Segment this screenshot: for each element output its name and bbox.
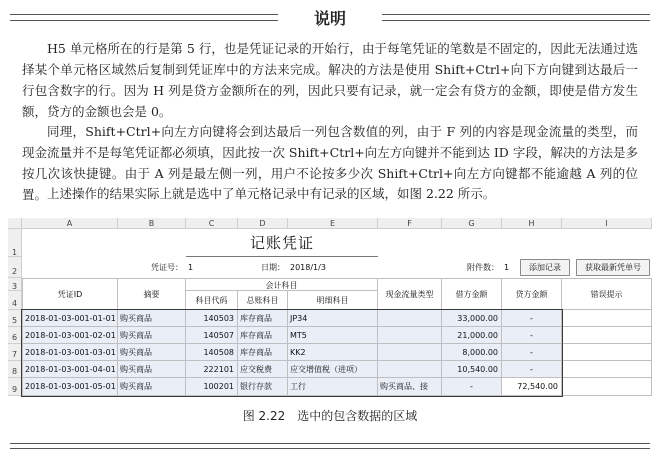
voucher-title: 记账凭证 <box>186 229 378 257</box>
row-2-summary[interactable]: 购买商品 <box>118 327 186 344</box>
col-header-c[interactable]: C <box>186 218 238 229</box>
section-title: 说明 <box>313 9 346 28</box>
attachment-label: 附件数： <box>467 263 499 272</box>
row-2-credit[interactable]: - <box>502 327 562 344</box>
footer-rule <box>10 443 650 449</box>
header-account-code: 科目代码 <box>186 291 238 310</box>
header-rule-left <box>10 14 278 21</box>
row-1-code[interactable]: 140503 <box>186 310 238 327</box>
row-3-voucher-id[interactable]: 2018-01-03-001-03-01 <box>22 344 118 361</box>
row-4-credit[interactable]: - <box>502 361 562 378</box>
row-3-general[interactable]: 库存商品 <box>238 344 288 361</box>
header-voucher-id: 凭证ID <box>22 278 118 310</box>
row-5-credit[interactable]: 72,540.00 <box>502 378 562 396</box>
row-5-error[interactable] <box>562 378 652 396</box>
header-summary: 摘要 <box>118 278 186 310</box>
header-debit-amount: 借方金额 <box>442 278 502 310</box>
voucher-no-value[interactable]: 1 <box>188 263 194 272</box>
row-3-code[interactable]: 140508 <box>186 344 238 361</box>
row-4-voucher-id[interactable]: 2018-01-03-001-04-01 <box>22 361 118 378</box>
row-4-detail[interactable]: 应交增值税（进项） <box>288 361 378 378</box>
row-3-debit[interactable]: 8,000.00 <box>442 344 502 361</box>
row-4-debit[interactable]: 10,540.00 <box>442 361 502 378</box>
col-header-a[interactable]: A <box>22 218 118 229</box>
row-5-detail[interactable]: 工行 <box>288 378 378 396</box>
row-2-general[interactable]: 库存商品 <box>238 327 288 344</box>
row-5-summary[interactable]: 购买商品 <box>118 378 186 396</box>
row-header-8[interactable]: 8 <box>8 361 22 378</box>
row-2-error[interactable] <box>562 327 652 344</box>
col-header-h[interactable]: H <box>502 218 562 229</box>
row-header-2[interactable]: 2 <box>8 257 22 278</box>
date-label: 日期： <box>261 263 285 272</box>
paragraph-3: 上述操作的结果实际上就是选中了单元格记录中有记录的区域，如图 2.22 所示。 <box>47 186 496 201</box>
row-header-5[interactable]: 5 <box>8 310 22 327</box>
row-3-error[interactable] <box>562 344 652 361</box>
row-1-cashflow[interactable] <box>378 310 442 327</box>
row-1-summary[interactable]: 购买商品 <box>118 310 186 327</box>
row-3-credit[interactable]: - <box>502 344 562 361</box>
row-5-cashflow[interactable]: 购买商品、接 <box>378 378 442 396</box>
row-4-error[interactable] <box>562 361 652 378</box>
row-1-voucher-id[interactable]: 2018-01-03-001-01-01 <box>22 310 118 327</box>
col-header-b[interactable]: B <box>118 218 186 229</box>
row-2-debit[interactable]: 21,000.00 <box>442 327 502 344</box>
voucher-no-label: 凭证号： <box>151 263 183 272</box>
row-1-detail[interactable]: JP34 <box>288 310 378 327</box>
row-header-3[interactable]: 3 <box>8 278 22 291</box>
row-5-code[interactable]: 100201 <box>186 378 238 396</box>
section-header <box>10 6 650 28</box>
paragraph-2: 同理，Shift+Ctrl+向左方向键将会到达最后一列包含数值的列，由于 F 列的内容是现金流量的类型，而现金流量并不是每笔凭证都必须填，因此按一次 Shift+Ctrl+向左方向键并不能到达 ID 字段，解决的方法是多按几次该快捷键。由于 A 列是最左侧一列，用户不论按多少次 Shift+Ctrl+向左方向键都不能逾越 A 列的位置。 <box>22 124 638 202</box>
row-5-debit[interactable]: - <box>442 378 502 396</box>
row-1-credit[interactable]: - <box>502 310 562 327</box>
row-header-9[interactable]: 9 <box>8 378 22 396</box>
row-1-debit[interactable]: 33,000.00 <box>442 310 502 327</box>
row-header-4[interactable]: 4 <box>8 291 22 310</box>
row-3-cashflow[interactable] <box>378 344 442 361</box>
row-2-code[interactable]: 140507 <box>186 327 238 344</box>
row-3-summary[interactable]: 购买商品 <box>118 344 186 361</box>
figure-caption: 图 2.22 选中的包含数据的区域 <box>242 409 418 423</box>
header-rule-right <box>382 14 650 21</box>
header-account-group: 会计科目 <box>186 278 378 291</box>
row-4-cashflow[interactable] <box>378 361 442 378</box>
header-credit-amount: 贷方金额 <box>502 278 562 310</box>
header-general-account: 总账科目 <box>238 291 288 310</box>
row-header-6[interactable]: 6 <box>8 327 22 344</box>
header-detail-account: 明细科目 <box>288 291 378 310</box>
row-4-summary[interactable]: 购买商品 <box>118 361 186 378</box>
row-4-code[interactable]: 222101 <box>186 361 238 378</box>
col-header-i[interactable]: I <box>562 218 652 229</box>
col-header-f[interactable]: F <box>378 218 442 229</box>
row-header-1[interactable]: 1 <box>8 229 22 257</box>
fetch-latest-voucher-button[interactable]: 获取最新凭单号 <box>576 259 650 276</box>
header-error-hint: 错误提示 <box>562 278 652 310</box>
row-3-detail[interactable]: KK2 <box>288 344 378 361</box>
header-cashflow-type: 现金流量类型 <box>378 278 442 310</box>
spreadsheet-figure <box>8 218 652 398</box>
col-header-d[interactable]: D <box>238 218 288 229</box>
row-header-7[interactable]: 7 <box>8 344 22 361</box>
row-5-general[interactable]: 银行存款 <box>238 378 288 396</box>
add-record-button[interactable]: 添加记录 <box>520 259 570 276</box>
col-header-e[interactable]: E <box>288 218 378 229</box>
date-value[interactable]: 2018/1/3 <box>290 263 326 272</box>
row-1-general[interactable]: 库存商品 <box>238 310 288 327</box>
paragraph-1: H5 单元格所在的行是第 5 行，也是凭证记录的开始行，由于每笔凭证的笔数是不固定的，因此无法通过选择某个单元格区域然后复制到凭证库中的方法来完成。解决的方法是使用 Shift+Ctrl+向下方向键到达最后一行包含数字的行。因为 H 列是贷方金额所在的列，因此只要有记录，就一定会有贷方的金额，即使是借方发生额，贷方的金额也会是 0。 <box>22 41 638 119</box>
row-1-error[interactable] <box>562 310 652 327</box>
sheet-corner[interactable] <box>8 218 22 229</box>
col-header-g[interactable]: G <box>442 218 502 229</box>
attachment-count[interactable]: 1 <box>504 263 510 272</box>
row-2-cashflow[interactable] <box>378 327 442 344</box>
row-2-voucher-id[interactable]: 2018-01-03-001-02-01 <box>22 327 118 344</box>
row-5-voucher-id[interactable]: 2018-01-03-001-05-01 <box>22 378 118 396</box>
row-2-detail[interactable]: MT5 <box>288 327 378 344</box>
row-4-general[interactable]: 应交税费 <box>238 361 288 378</box>
